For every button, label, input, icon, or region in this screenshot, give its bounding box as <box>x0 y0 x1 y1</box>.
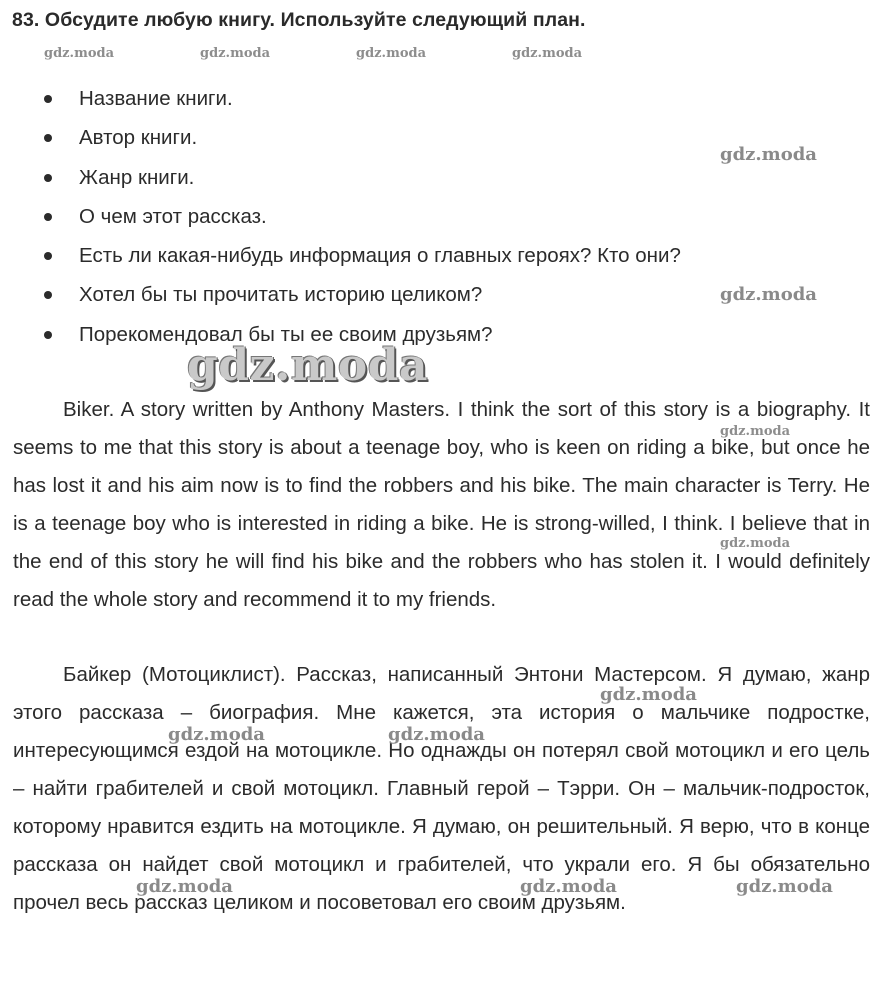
plan-item <box>0 197 681 236</box>
bullet-icon <box>44 134 52 142</box>
bullet-icon <box>44 252 52 260</box>
watermark: gdz.moda <box>356 46 427 61</box>
watermark: gdz.moda <box>200 46 271 61</box>
plan-item-text: Порекомендовал бы ты ее своим друзьям? <box>79 322 493 346</box>
watermark: gdz.moda <box>136 876 233 897</box>
plan-item <box>0 79 681 118</box>
bullet-icon <box>44 213 52 221</box>
plan-item-text: Хотел бы ты прочитать историю целиком? <box>79 283 483 307</box>
watermark: gdz.moda <box>720 144 817 165</box>
plan-item <box>0 236 681 275</box>
watermark: gdz.moda <box>520 876 617 897</box>
watermark: gdz.moda <box>720 284 817 305</box>
plan-list <box>0 79 681 354</box>
watermark: gdz.moda <box>600 684 697 705</box>
bullet-icon <box>44 331 52 339</box>
plan-item <box>0 275 681 314</box>
watermark: gdz.moda <box>736 876 833 897</box>
plan-item-text: Жанр книги. <box>79 165 195 189</box>
answer-english-paragraph: Biker. A story written by Anthony Masters. I think the sort of this story is a biography. It seems to me that this story is about a teenage boy, who is keen on riding a bike, but once he has lost it and his aim now is to find the robbers and his bike. The main character is Terry. He is a teenage boy who is interested in riding a bike. He is strong-willed, I think. I believe that in the end of this story he will find his bike and the robbers who has stolen it. I would definitely read the whole story and recommend it to my friends. <box>13 398 870 611</box>
watermark: gdz.moda <box>512 46 583 61</box>
watermark-large: gdz.moda <box>187 340 429 391</box>
watermark: gdz.moda <box>168 724 265 745</box>
plan-item <box>0 315 681 354</box>
exercise-heading: 83. Обсудите любую книгу. Используйте следующий план. <box>12 9 586 31</box>
plan-item-text: Название книги. <box>79 87 233 110</box>
watermark: gdz.moda <box>44 46 115 61</box>
bullet-icon <box>44 95 52 103</box>
plan-item <box>0 118 681 157</box>
answer-russian-paragraph: Байкер (Мотоциклист). Рассказ, написанный Энтони Мастерсом. Я думаю, жанр этого рассказа – биография. Мне кажется, эта история о мальчике подростке, интересующимся ездой на мотоцикле. Но однажды он потерял свой мотоцикл и его цель – найти грабителей и свой мотоцикл. Главный герой – Тэрри. Он – мальчик-подросток, которому нравится ездить на мотоцикле. Я думаю, он решительный. Я верю, что в конце рассказа он найдет свой мотоцикл и грабителей, что украли его. Я бы обязательно прочел весь рассказ целиком и посоветовал его своим друзьям. <box>13 663 870 914</box>
watermark: gdz.moda <box>388 724 485 745</box>
bullet-icon <box>44 174 52 182</box>
watermark: gdz.moda <box>720 536 791 551</box>
bullet-icon <box>44 291 52 299</box>
watermark: gdz.moda <box>720 424 791 439</box>
plan-item-text: О чем этот рассказ. <box>79 204 267 228</box>
plan-item <box>0 158 681 197</box>
plan-item-text: Автор книги. <box>79 126 198 150</box>
plan-item-text: Есть ли какая-нибудь информация о главных героях? Кто они? <box>79 244 681 268</box>
